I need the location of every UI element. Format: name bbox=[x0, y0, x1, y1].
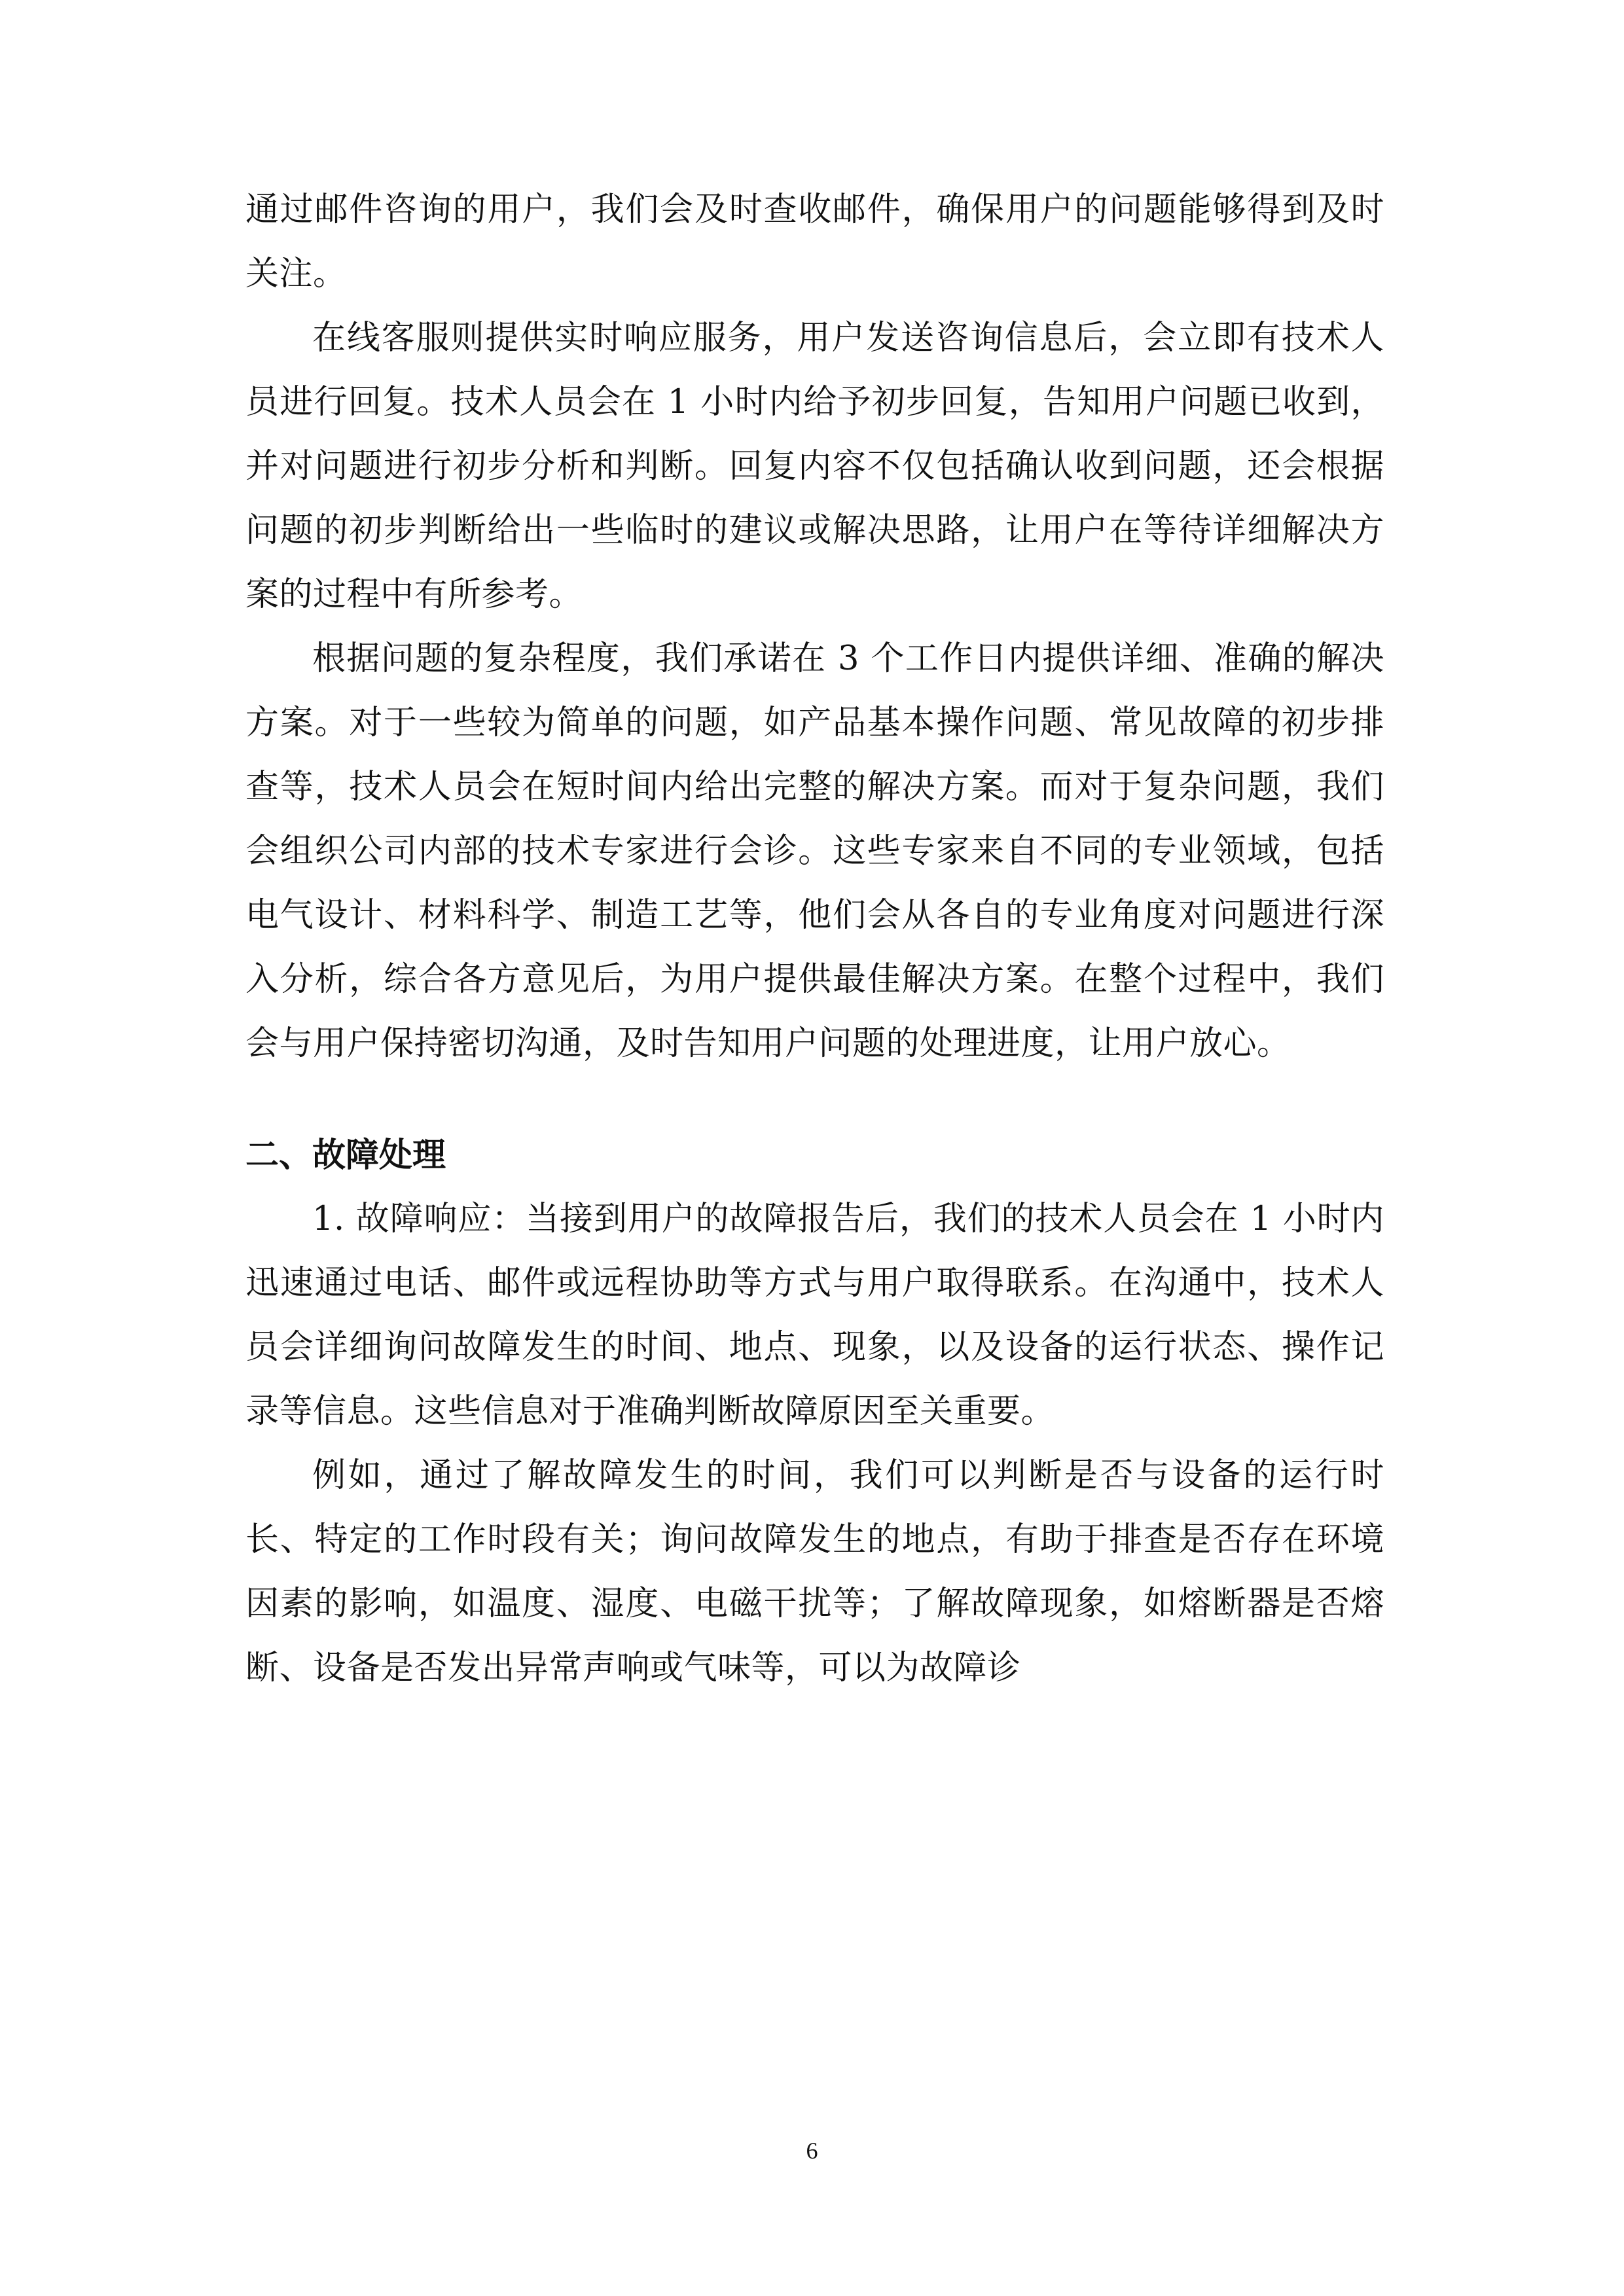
paragraph: 例如，通过了解故障发生的时间，我们可以判断是否与设备的运行时长、特定的工作时段有关；询问故障发生的地点，有助于排查是否存在环境因素的影响，如温度、湿度、电磁干扰等；了解故障现象，如熔断器是否熔断、设备是否发出异常声响或气味等，可以为故障诊 bbox=[245, 1456, 1384, 1687]
section-2-body bbox=[245, 1187, 1384, 1700]
section-heading: 二、故障处理 bbox=[245, 1136, 446, 1175]
section-1-body bbox=[245, 178, 1384, 1076]
paragraph: 1. 故障响应：当接到用户的故障报告后，我们的技术人员会在 1 小时内迅速通过电话、邮件或远程协助等方式与用户取得联系。在沟通中，技术人员会详细询问故障发生的时间、地点、现象，以及设备的运行状态、操作记录等信息。这些信息对于准确判断故障原因至关重要。 bbox=[245, 1200, 1384, 1431]
page-body bbox=[245, 178, 1384, 1700]
paragraph: 通过邮件咨询的用户，我们会及时查收邮件，确保用户的问题能够得到及时关注。 bbox=[245, 190, 1384, 293]
paragraph: 根据问题的复杂程度，我们承诺在 3 个工作日内提供详细、准确的解决方案。对于一些较为简单的问题，如产品基本操作问题、常见故障的初步排查等，技术人员会在短时间内给出完整的解决方案。而对于复杂问题，我们会组织公司内部的技术专家进行会诊。这些专家来自不同的专业领域，包括电气设计、材料科学、制造工艺等，他们会从各自的专业角度对问题进行深入分析，综合各方意见后，为用户提供最佳解决方案。在整个过程中，我们会与用户保持密切沟通，及时告知用户问题的处理进度，让用户放心。 bbox=[245, 639, 1384, 1063]
section-spacer bbox=[245, 1076, 1384, 1123]
page-number: 6 bbox=[806, 2138, 818, 2164]
paragraph: 在线客服则提供实时响应服务，用户发送咨询信息后，会立即有技术人员进行回复。技术人员会在 1 小时内给予初步回复，告知用户问题已收到，并对问题进行初步分析和判断。回复内容不仅包括确认收到问题，还会根据问题的初步判断给出一些临时的建议或解决思路，让用户在等待详细解决方案的过程中有所参考。 bbox=[245, 319, 1384, 614]
